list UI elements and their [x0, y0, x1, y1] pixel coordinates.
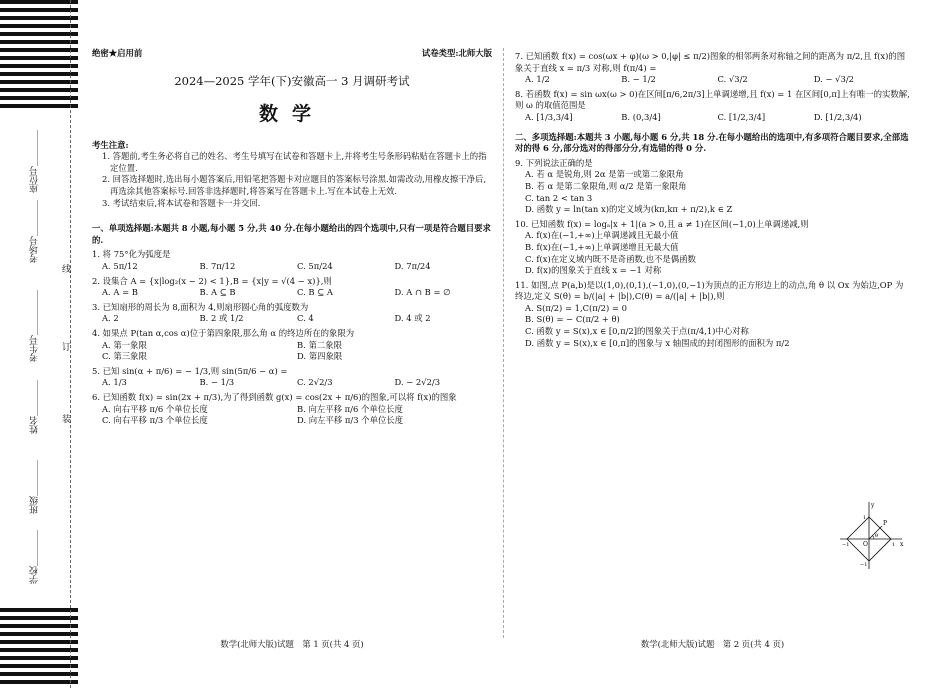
option-d: D. − √3/2	[813, 74, 854, 85]
option-d: D. [1/2,3/4)	[813, 111, 862, 122]
question-options	[92, 261, 492, 273]
page-header	[92, 48, 492, 60]
seal-word-bind: 订	[62, 343, 72, 353]
option-a: A. S(π/2) = 1,C(π/2) = 0	[525, 302, 627, 313]
question-stem: 10. 已知函数 f(x) = logₐ|x + 1|(a > 0,且 a ≠ 1)在区间(−1,0)上单调递减,则	[515, 218, 809, 229]
option-b: B. 若 α 是第二象限角,则 α/2 是第一象限角	[525, 180, 687, 191]
figure-label-theta: θ	[875, 533, 879, 539]
option-d: D. − 2√2/3	[394, 377, 441, 388]
option-c: C. √3/2	[717, 74, 748, 85]
option-d: D. 第四象限	[297, 351, 343, 362]
option-b: B. 向左平移 π/6 个单位长度	[297, 403, 403, 414]
option-d: D. f(x)的图象关于直线 x = −1 对称	[525, 265, 662, 276]
field-school: 学校＿＿＿＿	[30, 530, 40, 584]
notice-item-3: 3. 考试结束后,将本试卷和答题卡一并交回.	[102, 197, 261, 208]
option-d: D. A ∩ B = ∅	[394, 287, 451, 298]
option-c: C. 5π/24	[297, 261, 333, 272]
option-c: C. 第三象限	[102, 351, 147, 362]
questions-page-2a	[515, 51, 910, 124]
footer-page-2: 数学(北师大版)试题 第 2 页(共 4 页)	[640, 639, 785, 649]
question-stem: 1. 将 75°化为弧度是	[92, 249, 171, 260]
question-options	[92, 377, 492, 389]
question	[515, 51, 910, 86]
questions-page-1	[92, 249, 492, 426]
option-b: B. (0,3/4]	[621, 111, 661, 122]
field-class: 班级＿＿＿＿	[30, 460, 40, 514]
confidential-label: 绝密★启用前	[92, 48, 143, 58]
question	[92, 276, 492, 299]
section-2-heading: 二、多项选择题:本题共 3 小题,每小题 6 分,共 18 分.在每小题给出的选项中,有多项符合题目要求,全部选对的得 6 分,部分选对的得部分分,有选错的得 0 分.	[515, 131, 909, 154]
option-a: A. 1/3	[102, 377, 127, 388]
option-a: A. 第一象限	[102, 339, 147, 350]
option-c: C. 4	[297, 313, 314, 324]
question-options	[515, 169, 910, 215]
page-divider	[503, 48, 504, 638]
question	[515, 219, 910, 277]
figure-label-x: x	[900, 541, 904, 548]
option-b: B. f(x)在(−1,+∞)上单调递增且无最大值	[525, 241, 679, 252]
figure-label-origin: O	[863, 541, 868, 548]
option-a: A. 1/2	[525, 74, 550, 85]
option-c: C. [1/2,3/4]	[717, 111, 766, 122]
option-b: B. − 1/3	[199, 377, 235, 388]
figure-label-one-x: 1	[892, 542, 896, 548]
square-figure	[836, 499, 906, 571]
option-a: A. 向右平移 π/6 个单位长度	[102, 403, 208, 414]
option-c: C. tan 2 < tan 3	[525, 192, 593, 203]
question-stem: 5. 已知 sin(α + π/6) = − 1/3,则 sin(5π/6 − α) =	[92, 365, 288, 376]
option-a: A. 2	[102, 313, 119, 324]
question-stem: 6. 已知函数 f(x) = sin(2x + π/3),为了得到函数 g(x) = cos(2x + π/6)的图象,可以将 f(x)的图象	[92, 391, 457, 402]
option-d: D. 7π/24	[394, 261, 431, 272]
question-options	[92, 404, 492, 427]
field-number: 考生号＿＿＿＿＿	[30, 290, 40, 362]
option-a: A. [1/3,3/4]	[525, 111, 573, 122]
question-options	[92, 313, 492, 325]
option-c: C. 函数 y = S(x),x ∈ [0,π/2]的图象关于点(π/4,1)中心对称	[525, 326, 749, 337]
question	[515, 158, 910, 216]
page-2	[515, 48, 910, 349]
question-stem: 11. 如图,点 P(a,b)是以(1,0),(0,1),(−1,0),(0,−1)为顶点的正方形边上的动点,角 θ 以 Ox 为始边,OP 为终边,定义 S(θ) = b/(|a| + |b|),C(θ) = a/(|a| + |b|),则	[515, 279, 904, 302]
option-b: B. − 1/2	[621, 74, 656, 85]
option-d: D. 向左平移 π/3 个单位长度	[297, 415, 404, 426]
paper-type-label: 试卷类型:北师大版	[421, 48, 492, 58]
option-b: B. 2 或 1/2	[199, 313, 244, 324]
option-a: A. 5π/12	[102, 261, 138, 272]
question	[92, 249, 492, 272]
question-stem: 9. 下列说法正确的是	[515, 157, 593, 168]
question-options	[515, 112, 910, 124]
option-b: B. A ⊆ B	[199, 287, 236, 298]
seal-word-install: 装	[62, 415, 72, 425]
question	[92, 392, 492, 427]
question	[92, 366, 492, 389]
field-room: 考场号＿＿＿＿	[30, 200, 40, 263]
option-c: C. 向右平移 π/3 个单位长度	[102, 415, 208, 426]
question	[92, 302, 492, 325]
option-c: C. 2√2/3	[297, 377, 333, 388]
option-c: C. f(x)在定义域内既不是奇函数,也不是偶函数	[525, 253, 696, 264]
figure-label-one-y: 1	[863, 515, 867, 521]
option-a: A. A = B	[102, 287, 138, 298]
option-d: D. 函数 y = S(x),x ∈ [0,π]的图象与 x 轴围成的封闭图形的面积为 π/2	[525, 337, 790, 348]
seal-word-line: 线	[62, 265, 72, 275]
option-b: B. 第二象限	[297, 339, 342, 350]
question-stem: 7. 已知函数 f(x) = cos(ωx + φ)(ω > 0,|φ| ≤ π/2)图象的相邻两条对称轴之间的距离为 π/2,且 f(x)的图象关于直线 x = π/3 对称,则 f(π/4) =	[515, 51, 906, 73]
notice-item-2: 2. 回答选择题时,选出每小题答案后,用铅笔把答题卡对应题目的答案标号涂黑.如需改动,用橡皮擦干净后,再选涂其他答案标号.回答非选择题时,将答案写在答题卡上.写在本试卷上无效.	[102, 174, 487, 197]
exam-subject: 数学	[258, 103, 325, 126]
question	[515, 280, 910, 350]
section-1-heading: 一、单项选择题:本题共 8 小题,每小题 5 分,共 40 分.在每小题给出的四个选项中,只有一项是符合题目要求的.	[92, 223, 491, 245]
notice-heading: 考生注意:	[92, 139, 129, 150]
option-d: D. 函数 y = ln(tan x)的定义域为(kπ,kπ + π/2),k ∈ Z	[525, 204, 733, 215]
question-stem: 2. 设集合 A = {x|log₂(x − 2) < 1},B = {x|y = √(4 − x)},则	[92, 275, 332, 286]
option-b: B. 7π/12	[199, 261, 236, 272]
option-a: A. f(x)在(−1,+∞)上单调递减且无最小值	[525, 230, 679, 241]
figure-label-y: y	[871, 502, 875, 509]
questions-page-2b	[515, 158, 910, 350]
option-d: D. 4 或 2	[394, 313, 431, 324]
figure-label-neg-one-y: −1	[860, 562, 868, 568]
question	[92, 328, 492, 363]
question-stem: 4. 如果点 P(tan α,cos α)位于第四象限,那么角 α 的终边所在的象限为	[92, 327, 355, 338]
exam-title: 2024—2025 学年(下)安徽高一 3 月调研考试	[174, 73, 410, 88]
notice-item-1: 1. 答题前,考生务必将自己的姓名、考生号填写在试卷和答题卡上,并将考生号条形码粘贴在答题卡上的指定位置.	[102, 151, 487, 173]
option-a: A. 若 α 是锐角,则 2α 是第一或第二象限角	[525, 169, 684, 180]
question-options	[515, 74, 910, 86]
question-options	[92, 287, 492, 299]
option-b: B. S(θ) = − C(π/2 + θ)	[525, 314, 620, 325]
figure-label-neg-one-x: −1	[842, 542, 850, 548]
page-1	[92, 48, 492, 427]
question-stem: 3. 已知扇形的周长为 8,面积为 4,则扇形圆心角的弧度数为	[92, 301, 309, 312]
option-c: C. B ⊆ A	[297, 287, 333, 298]
question-options	[92, 340, 492, 363]
question-stem: 8. 若函数 f(x) = sin ωx(ω > 0)在区间[π/6,2π/3]上单调递增,且 f(x) = 1 在区间[0,π]上有唯一的实数解,则 ω 的取值范围是	[515, 88, 910, 111]
question-options	[515, 230, 910, 276]
question	[515, 89, 910, 124]
field-name: 姓名＿＿＿＿	[30, 380, 40, 434]
question-options	[515, 303, 910, 349]
footer-page-1: 数学(北师大版)试题 第 1 页(共 4 页)	[220, 639, 364, 649]
field-seat: 座位号＿＿＿＿	[30, 130, 40, 193]
figure-label-p: P	[883, 520, 888, 527]
